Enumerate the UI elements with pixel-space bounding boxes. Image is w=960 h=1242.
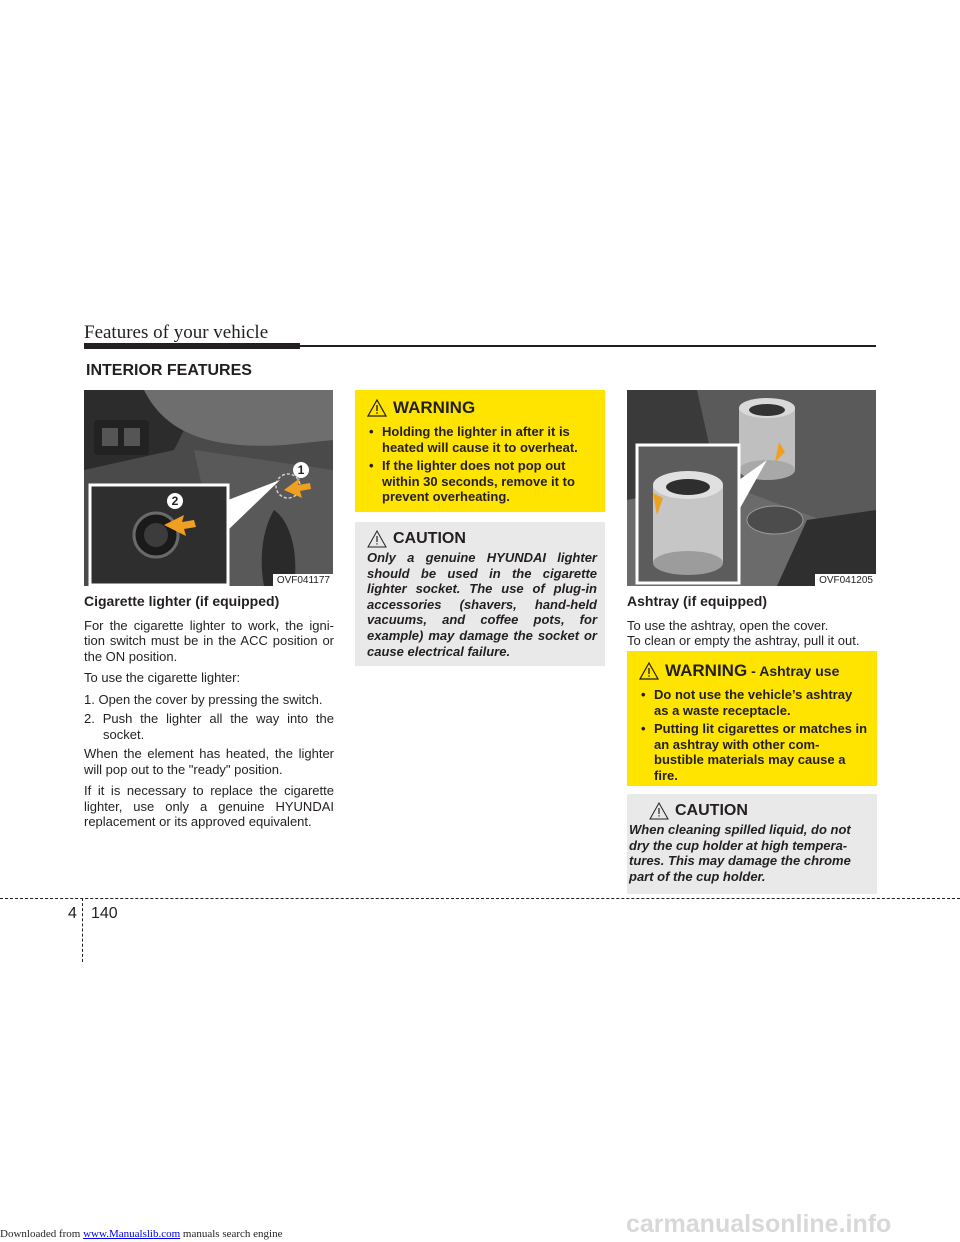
photo-code-right: OVF041205 [815,574,876,586]
section-title: INTERIOR FEATURES [86,362,252,379]
caution-header [627,802,869,820]
cigarette-lighter-photo [84,390,333,586]
cigarette-step-1: 1. Open the cover by pressing the switch. [84,691,323,707]
caution-title: CAUTION [393,530,466,547]
cigarette-replace: If it is necessary to replace the cigarette lighter, use only a genuine HYUNDAI replacement or its approved equivalent. [84,783,334,829]
warning-header [367,398,597,418]
footer-divider [82,898,83,962]
caution-text: Only a genuine HYUNDAI lighter should be used in the cigarette lighter socket. The use of plug-in accessories (shavers, hand-held vacuums, and coffee pots, for example) may damage the socket or cause electrical failure. [367,550,597,659]
ashtray-heading: Ashtray (if equipped) [627,593,768,609]
caution-triangle-icon [649,802,669,820]
warning-box-ashtray [627,651,877,786]
ashtray-line-2: To clean or empty the ashtray, pull it out. [627,633,860,648]
cigarette-intro: For the cigarette lighter to work, the igni-tion switch must be in the ACC position or the ON position. [84,617,334,664]
warning-header [639,661,869,681]
manualslib-link[interactable]: www.Manualslib.com [83,1228,181,1240]
warning-item: • Do not use the vehicle’s ashtray as a waste receptacle. [641,687,853,718]
warning-subtitle: - Ashtray use [751,663,840,679]
footer-rule [0,898,960,899]
warning-triangle-icon [367,399,387,417]
warning-item: • Holding the lighter in after it is heated will cause it to overheat. [369,424,578,455]
page-number: 140 [91,905,118,922]
header-rule-thick [84,343,300,349]
caution-triangle-icon [367,530,387,548]
watermark: carmanualsonline.info [626,1210,892,1238]
caution-title: CAUTION [675,802,748,819]
cigarette-heated: When the element has heated, the lighter will pop out to the "ready" position. [84,746,334,777]
caution-text: When cleaning spilled liquid, do not dry the cup holder at high tempera-tures. This may damage the chrome part of the cup holder. [629,822,851,884]
caution-header [367,530,597,548]
chapter-title: Features of your vehicle [84,322,269,343]
ashtray-line-1: To use the ashtray, open the cover. [627,617,829,633]
ashtray-section [627,594,877,649]
callout-2: 2 [167,493,183,509]
warning-title: WARNING [393,398,476,417]
warning-list [639,687,869,783]
chapter-number: 4 [68,905,77,922]
photo-code-left: OVF041177 [273,574,333,586]
warning-item: • If the lighter does not pop out within 30 seconds, remove it to prevent overheating. [369,458,575,504]
caution-box-cupholder [627,794,877,894]
cigarette-step-2: 2. Push the lighter all the way into the socket. [84,711,334,742]
warning-box-lighter [355,390,605,512]
cigarette-lighter-heading: Cigarette lighter (if equipped) [84,593,280,609]
cigarette-use-label: To use the cigarette lighter: [84,670,241,685]
download-prefix: Downloaded from [0,1228,84,1240]
caution-box-lighter [355,522,605,666]
download-suffix: manuals search engine [180,1228,283,1240]
download-line [0,1228,282,1240]
callout-1: 1 [293,462,309,478]
ashtray-photo [627,390,876,586]
warning-triangle-icon [639,662,659,680]
warning-title: WARNING [665,661,748,680]
cigarette-lighter-section [84,594,334,836]
header-rule-thin [300,345,876,347]
warning-item: • Putting lit cigarettes or matches in an ashtray with other com-bustible materials may cause a fire. [641,721,868,783]
warning-list [367,424,597,505]
